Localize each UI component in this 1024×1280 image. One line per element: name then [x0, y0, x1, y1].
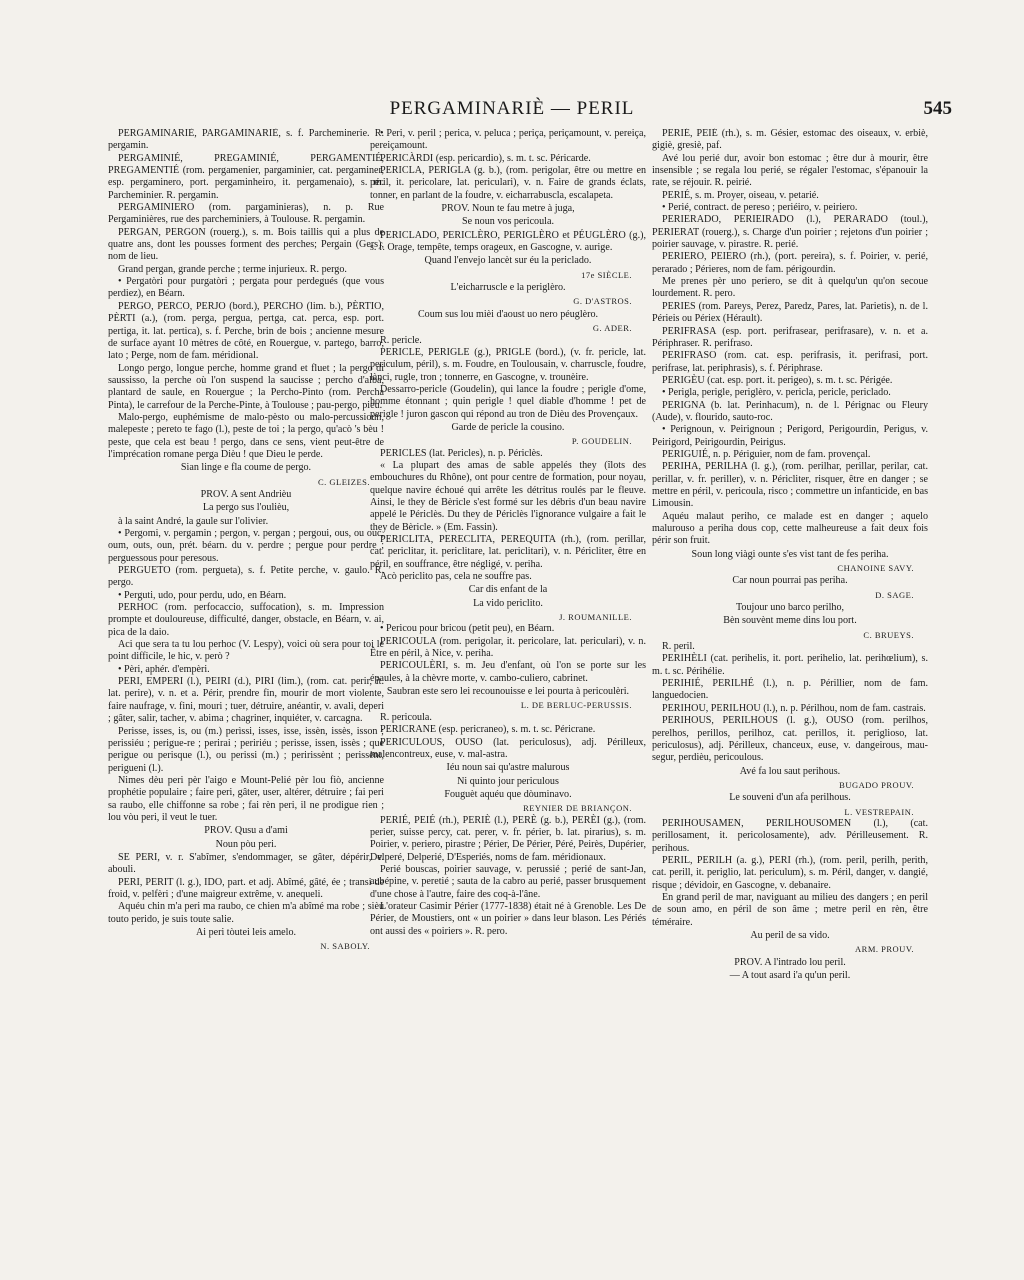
dictionary-entry: PERIHOUSAMEN, PERILHOUSOMEN (l.), (cat. perillosament, it. pericolosamente), adv. Périlleusement. R. perihous.	[652, 817, 928, 854]
dictionary-entry: Aquéu malaut periho, ce malade est en danger ; aquelo malurouso a periha dous cop, cette malheureuse a fait deux fois périr son fruit.	[652, 510, 928, 547]
dictionary-entry: PERIÉ, PEIÉ (rh.), PERIÈ (l.), PERÈ (g. b.), PERÈI (g.), (rom. perier, suisse percy, cat. perer, v. fr. périer, b. lat. pirarius), s. m. Poirier, v. periero, pirastre ; Périer, De Périer, Péré, Peirès, Dupérier, Delperé, Delperié, D'Esperiés, noms de fam. méridionaux.	[370, 814, 646, 863]
quotation-line: PROV. A l'intrado lou peril.	[734, 956, 846, 968]
dictionary-entry: PERIL, PERILH (a. g.), PERI (rh.), (rom. peril, perilh, perith, cat. perill, it. periglio, lat. periculum), s. m. Péril, danger, v. dangié, risque ; dévidoir, en Gascogne, v. debanaire.	[652, 854, 928, 891]
dictionary-entry: Longo pergo, longue perche, homme grand et fluet ; la pergo di saussisso, la perche où l'on suspend la saucisse ; percho d'alba, plantard de saule, en Rouergue ; la Percho-Pinto (rom. Percha Pinta), le carrefour de la Perche-Pinte, à Toulouse ; pau-pergo, pieu.	[108, 362, 384, 411]
quotation-line: Saubran este sero lei recounouisse e lei pourta à pericoulèri.	[386, 686, 630, 698]
quotation-source: L. DE BERLUC-PERUSSIS.	[520, 700, 632, 711]
quotation-line: — A tout asard i'a qu'un peril.	[729, 970, 851, 982]
dictionary-entry: Avé lou perié dur, avoir bon estomac ; être dur à mourir, être insensible ; se regala lou perié, se régaler l'estomac, s'épanouir la rate, se réjouir. R. peirié.	[652, 152, 928, 189]
dictionary-entry: PERICLADO, PERICLÈRO, PERIGLÈRO et PÉUGLÈRO (g.), s. f. Orage, tempête, temps orageux, en Gascogne, v. aurige.	[370, 229, 646, 254]
quotation-line: PROV. Qusu a d'ami	[204, 825, 288, 837]
dictionary-entry: PERGAN, PERGON (rouerg.), s. m. Bois taillis qui a plus de quatre ans, dont les pousses forment des perches; Pergain (Gers), nom de lieu.	[108, 226, 384, 263]
dictionary-entry: PERGUETO (rom. pergueta), s. f. Petite perche, v. gaulo. R. pergo.	[108, 565, 384, 589]
quotation-line: Toujour uno barco perilho,	[735, 602, 845, 614]
quotation-line: Car dis enfant de la	[468, 584, 548, 596]
dictionary-entry: R. pericle.	[380, 334, 422, 346]
quotation-source: BUGADO PROUV.	[839, 779, 914, 790]
dictionary-entry: PERIGUIÉ, n. p. Périguier, nom de fam. provençal.	[662, 448, 871, 460]
quotation-line: Garde de pericle la cousino.	[451, 421, 565, 433]
dictionary-entry: PERICLE, PERIGLE (g.), PRIGLE (bord.), (v. fr. pericle, lat. periculum, péril), s. m. Foudre, en Toulousain, v. charruscle, foudre, lànci, rugle, tron ; tonnerre, en Gascogne, v. trounèire.	[370, 346, 646, 383]
dictionary-entry: Aci que sera ta tu lou perhoc (V. Lespy), voici où sera pour toi le point difficile, le hic, v. però ?	[108, 639, 384, 663]
dictionary-entry: PERI, PERIT (l. g.), IDO, part. et adj. Abîmé, gâté, ée ; transi de froid, v. pelfèri ; d'une maigreur extrême, v. anequeli.	[108, 876, 384, 900]
dictionary-entry: Aquéu chin m'a peri ma raubo, ce chien m'a abîmé ma robe ; sièu touto perido, je suis toute salie.	[108, 901, 384, 925]
column-1	[108, 128, 384, 1268]
quotation-line: Soun long viàgi ounte s'es vist tant de fes periha.	[691, 548, 889, 560]
running-header: PERGAMINARIÈ — PERIL	[389, 98, 635, 119]
quotation-line: PROV. A sent Andrièu	[200, 488, 292, 500]
quotation-line: L'eicharruscle e la periglèro.	[450, 282, 566, 294]
column-2	[370, 128, 646, 1268]
dictionary-entry: Perisse, isses, is, ou (m.) perìssi, isses, isse, issèn, issès, isson ; perissiéu ; perigue-re ; perirai ; peririéu ; perisse, issen, issès ; que perigue ou perisque (l.), ou perissi (m.) ; peririssènt ; perissènt, perigueni (l.).	[108, 725, 384, 774]
dictionary-entry: Perié bouscas, poirier sauvage, v. perussié ; perié de sant-Jan, aubépine, v. peretié ; sauta de la cabro au perié, passer brusquement d'une chose à l'autre, faire des coq-à-l'âne.	[370, 863, 646, 900]
dictionary-entry: PERGAMINIERO (rom. pargaminieras), n. p. Rue Pergaminières, rue des parcheminiers, à Toulouse. R. pergamin.	[108, 202, 384, 226]
quotation-line: Coum sus lou mièi d'aoust uo nero péuglèro.	[417, 308, 599, 320]
dictionary-entry: PERICÀRDI (esp. pericardio), s. m. t. sc. Péricarde.	[380, 152, 591, 164]
quotation-source: G. D'ASTROS.	[573, 296, 632, 307]
dictionary-entry: Acò periclito pas, cela ne souffre pas.	[380, 571, 532, 583]
dictionary-entry: PERIGNA (b. lat. Perinhacum), n. de l. Pérignac ou Fleury (Aude), v. flourido, sauto-roc.	[652, 399, 928, 423]
dictionary-entry: • Pergatòri pour purgatòri ; pergata pour perdegués (que vous perdiez), en Béarn.	[108, 276, 384, 300]
quotation-line: Iéu noun sai qu'astre malurous	[446, 762, 570, 774]
dictionary-entry: PERIFRASA (esp. port. perifrasear, perifrasare), v. n. et a. Périphraser. R. perifraso.	[652, 325, 928, 349]
quotation-source: N. SABOLY.	[320, 941, 370, 952]
dictionary-entry: Malo-pergo, euphémisme de malo-pèsto ou malo-percussioun, malepeste ; pereto te fago (l.), peste de toi ; la pergo, qu'acò 's bèu ! peste, que cela est beau ! pergo, dans ce sens, vient peut-être de l'imprécation romane perga Dièu ! que Dieu le perde.	[108, 411, 384, 460]
quotation-line: La pergo sus l'oulièu,	[202, 502, 290, 514]
dictionary-entry: • Perié, contract. de pereso ; periéiro, v. peiriero.	[662, 202, 858, 214]
dictionary-entry: R. pericoula.	[380, 711, 432, 723]
quotation-line: Au peril de sa vido.	[750, 930, 830, 941]
dictionary-entry: PERGAMINARIÈ, PARGAMINARIÈ, s. f. Parcheminerie. R. pergamin.	[108, 128, 384, 152]
quotation-line: Noun pòu peri.	[215, 838, 277, 850]
quotation-source: CHANOINE SAVY.	[837, 563, 914, 574]
dictionary-entry: Nimes dèu peri pèr l'aigo e Mount-Pelié pèr lou fiò, ancienne prophétie populaire ; faire peri, gâter, user, altérer, détruire ; fai peri sa raubo, elle chiffonne sa robe ; fai rèn peri, il ne prodigue rien ; lou vòu peri, il veut le tuer.	[108, 774, 384, 823]
dictionary-entry: PERIÉ, s. m. Proyer, oiseau, v. petarié.	[662, 189, 819, 201]
dictionary-entry: R. peril.	[662, 641, 695, 653]
dictionary-entry: « La plupart des amas de sable appelés they (îlots des embouchures du Rhône), ont pour centre de formation, pour noyau, quelque navire échoué qui arrête les détritus roulés par le fleuve. Ainsi, le they de Bèricle s'est formé sur les débris d'un beau navire appelé le Périclès. Du they de Périclès l'ignorance vulgaire a fait le they de Bèricle. » (Em. Fassin).	[370, 459, 646, 533]
dictionary-entry: PERGAMINIÉ, PREGAMINIÉ, PERGAMENTIÉ, PREGAMENTIÉ (rom. pergamenier, pargaminier, cat. pergaminer, esp. pergaminero, port. pergaminheiro, it. pergamenaio), s. m. Parcheminier. R. pergamin.	[108, 152, 384, 201]
dictionary-entry: PERIGÈU (cat. esp. port. it. perigeo), s. m. t. sc. Périgée.	[662, 374, 893, 386]
dictionary-entry: • Perignoun, v. Peirignoun ; Perigord, Perigourdin, Perigus, v. Peirigord, Peirigourdin, Peirigus.	[652, 424, 928, 448]
quotation-source: D. SAGE.	[875, 589, 914, 600]
quotation-line: Avé fa lou saut perihous.	[739, 765, 841, 777]
dictionary-entry: PERICOULÈRI, s. m. Jeu d'enfant, où l'on se porte sur les épaules, à la chèvre morte, v. cambo-culiero, cabrinet.	[370, 660, 646, 684]
dictionary-entry: PERICULOUS, OUSO (lat. periculosus), adj. Périlleux, malencontreux, euse, v. mal-astra.	[370, 736, 646, 760]
quotation-line: Se noun vos pericoula.	[462, 216, 554, 228]
dictionary-entry: L'orateur Casimir Périer (1777-1838) était né à Grenoble. Les De Périer, de Moustiers, ont « un poirier » dans leur blason. Les Périés ont aussi des « poiriers ». R. pero.	[370, 900, 646, 937]
quotation-line: La vido periclito.	[473, 597, 543, 609]
dictionary-entry: PERICOULA (rom. perigolar, it. pericolare, lat. periculari), v. n. Être en péril, à Nice, v. periha.	[370, 635, 646, 660]
dictionary-entry: Grand pergan, grande perche ; terme injurieux. R. pergo.	[118, 263, 347, 275]
dictionary-entry: PERIHOU, PERILHOU (l.), n. p. Périlhou, nom de fam. castrais.	[662, 702, 926, 714]
quotation-source: C. BRUEYS.	[863, 629, 914, 640]
quotation-source: J. ROUMANILLE.	[559, 612, 632, 623]
quotation-line: Bèn souvènt meme dins lou port.	[723, 615, 857, 627]
dictionary-entry: • Perguti, udo, pour perdu, udo, en Béarn.	[118, 589, 287, 601]
dictionary-entry: En grand peril de mar, naviguant au milieu des dangers ; en peril de soun amo, en péril de son âme ; metre peril en rèn, être téméraire.	[652, 891, 928, 928]
quotation-source: P. GOUDELIN.	[571, 436, 632, 447]
column-3	[652, 128, 928, 1268]
dictionary-entry: PERIHÈLI (cat. perihelis, it. port. perihelio, lat. perihœlium), s. m. t. sc. Périhélie.	[652, 653, 928, 677]
quotation-source: L. VESTREPAIN.	[844, 806, 914, 817]
quotation-line: Ni quinto jour periculous	[457, 775, 559, 787]
dictionary-entry: PERIHIÉ, PERILHÉ (l.), n. p. Périllier, nom de fam. languedocien.	[652, 678, 928, 702]
dictionary-entry: à la saint André, la gaule sur l'olivier.	[118, 515, 269, 527]
dictionary-entry: PERI, EMPERI (l.), PEIRI (d.), PIRI (lim.), (rom. cat. perir, it. lat. perire), v. n. et a. Périr, prendre fin, mourir de mort violente, faire naufrage, v. fini, mouri ; tuer, détruire, anéantir, v. avali, deperi ; gâter, salir, tacher, v. abima ; chagriner, inquiéter, v. carcagna.	[108, 676, 384, 725]
dictionary-entry: PERIERO, PEIERO (rh.), (port. pereira), s. f. Poirier, v. perié, perarado ; Périeres, nom de fam. périgourdin.	[652, 251, 928, 275]
dictionary-entry: SE PERI, v. r. S'abîmer, s'endommager, se gâter, dépérir, v. abouli.	[108, 851, 384, 876]
dictionary-entry: • Pergomi, v. pergamin ; pergon, v. pergan ; pergoui, ous, ou ouc, oum, outs, oun, prét. béarn. du v. perdre ; pergue pour perdre ; perguessous pour peresous.	[108, 528, 384, 564]
dictionary-entry: PERICLITA, PERECLITA, PEREQUITA (rh.), (rom. perillar, cat. periclitar, it. periclitare, lat. periclitari), v. n. Péricliter, être en péril, en souffrance, être négligé, v. periha.	[370, 534, 646, 570]
dictionary-entry: PERIHA, PERILHA (l. g.), (rom. perilhar, perillar, perilar, cat. perillar, v. fr. periller), v. n. Péricliter, risquer, être en danger ; se mettre en péril, v. pericoula, risco ; commettre un infanticide, en bas Limousin.	[652, 461, 928, 510]
quotation-source: ARM. PROUV.	[855, 944, 914, 955]
quotation-line: Fouguèt aquéu que dòuminavo.	[444, 788, 572, 800]
dictionary-entry: PERICRANE (esp. pericraneo), s. m. t. sc. Péricrane.	[380, 724, 596, 736]
dictionary-entry: Dessarro-pericle (Goudelin), qui lance la foudre ; perigle d'ome, homme étonnant ; quin perigle ! quel diable d'homme ! pet de perigle ! juron gascon qui répond au tron de Dièu des Provençaux.	[370, 383, 646, 420]
dictionary-entry: PERICLES (lat. Pericles), n. p. Périclès.	[380, 447, 543, 459]
quotation-line: Le souveni d'un afa perilhous.	[729, 792, 851, 804]
dictionary-entry: PERIÉ, PEIÉ (rh.), s. m. Gésier, estomac des oiseaux, v. erbiè, gigiè, gresiè, paf.	[652, 128, 928, 152]
dictionary-entry: • Perigla, perigle, periglèro, v. pericla, pericle, periclado.	[662, 387, 891, 399]
dictionary-entry: • Pericou pour bricou (petit peu), en Béarn.	[380, 623, 555, 635]
quotation-source: G. ADER.	[592, 323, 632, 334]
dictionary-entry: • Pèri, aphér. d'empèri.	[118, 663, 210, 675]
dictionary-entry: PERIERADO, PERIEIRADO (l.), PERARADO (toul.), PERIERAT (rouerg.), s. Charge d'un poirier ; rejetons d'un poirier ; poirier sauvage, v. pirastre. R. perié.	[652, 214, 928, 251]
quotation-source: REYNIER DE BRIANÇON.	[523, 803, 632, 814]
quotation-line: Quand l'envejo lancèt sur éu la periclado.	[424, 255, 592, 267]
quotation-source: 17e SIÈCLE.	[581, 269, 632, 280]
dictionary-entry: PERIHOUS, PERILHOUS (l. g.), OUSO (rom. perilhos, perelhos, perillos, perilhoz, cat. perillos, it. periglioso, lat. periculosus), adj. Périlleux, chanceux, euse, v. dangeirous, mau-segur, perdièu, pericoulous.	[652, 715, 928, 764]
dictionary-entry: PERIES (rom. Pareys, Perez, Paredz, Pares, lat. Parietis), n. de l. Périeis ou Périex (Hérault).	[652, 300, 928, 325]
quotation-line: Sian linge e fla coume de pergo.	[180, 462, 312, 474]
quotation-line: Car noun pourrai pas periha.	[732, 575, 848, 587]
quotation-source: C. GLEIZES.	[317, 476, 370, 487]
dictionary-entry: PERHOC (rom. perfocaccio, suffocation), s. m. Impression prompte et douloureuse, difficulté, danger, obstacle, en Béarn, v. ai, pica de la daio.	[108, 602, 384, 638]
dictionary-entry: • Peri, v. peril ; perica, v. peluca ; periça, periçamount, v. pereiça, pereiçamount.	[370, 128, 646, 152]
dictionary-entry: PERICLA, PERIGLA (g. b.), (rom. perigolar, être ou mettre en péril, it. pericolare, lat. periculari), v. n. Faire de grands éclats, tonner, en parlant de la foudre, v. eicharrabuscla, escalapeta.	[370, 165, 646, 201]
quotation-line: PROV. Noun te fau metre à juga,	[441, 203, 575, 215]
dictionary-entry: PERIFRASO (rom. cat. esp. perifrasis, it. perifrasi, port. perifrase, lat. periphrasis), s. f. Périphrase.	[652, 350, 928, 374]
quotation-line: Ai peri tòutei leis amelo.	[195, 927, 297, 938]
page-number: 545	[923, 98, 952, 119]
dictionary-entry: Me prenes pèr uno periero, se dit à quelqu'un qu'on secoue lourdement. R. pero.	[652, 276, 928, 300]
dictionary-entry: PERGO, PERCO, PERJO (bord.), PERCHO (lim. b.), PÈRTIO, PÈRTI (a.), (rom. perga, pergua, pertga, cat. perca, esp. port. pertiga, it. lat. pertica), s. f. Perche, brin de bois ; ancienne mesure de surface ayant 10 mètres de côté, en Rouergue, v. partego, barro, lato ; Perge, nom de fam. méridional.	[108, 300, 384, 362]
